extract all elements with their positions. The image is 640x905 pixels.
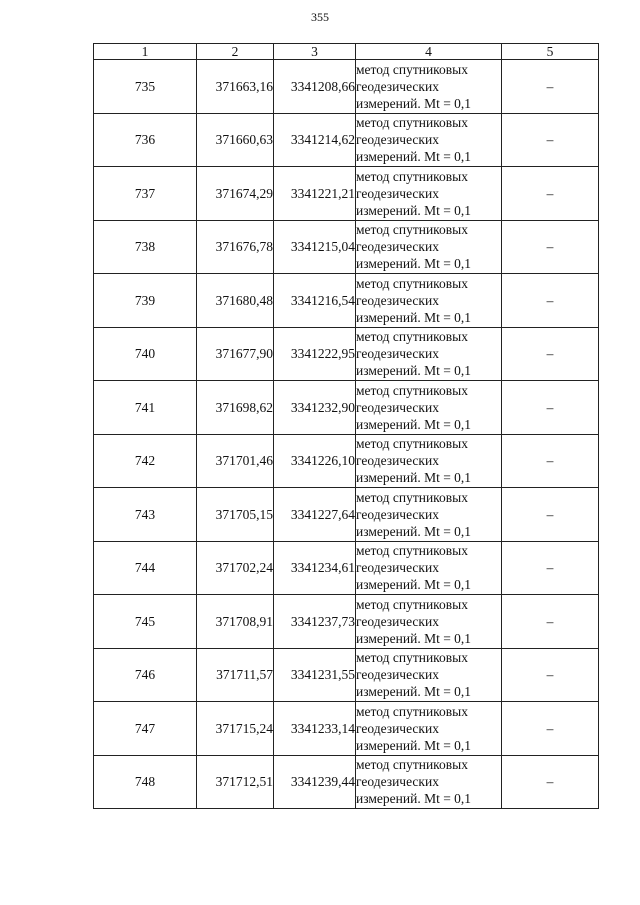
description-cell: – [502, 755, 599, 809]
column-header-5: 5 [502, 44, 599, 60]
description-cell: – [502, 434, 599, 488]
x-coordinate-cell: 371705,15 [197, 488, 274, 542]
method-line-2: геодезических [356, 132, 439, 148]
y-coordinate-cell: 3341232,90 [274, 381, 356, 435]
method-line-2: геодезических [356, 239, 439, 255]
y-coordinate-cell: 3341208,66 [274, 60, 356, 114]
description-cell: – [502, 648, 599, 702]
description-cell: – [502, 381, 599, 435]
method-line-3: измерений. Mt = 0,1 [356, 202, 472, 218]
x-coordinate-cell: 371680,48 [197, 274, 274, 328]
method-line-3: измерений. Mt = 0,1 [356, 470, 472, 486]
y-coordinate-cell: 3341214,62 [274, 113, 356, 167]
y-coordinate-cell: 3341237,73 [274, 595, 356, 649]
method-line-2: геодезических [356, 78, 439, 94]
x-coordinate-cell: 371702,24 [197, 541, 274, 595]
description-cell: – [502, 60, 599, 114]
column-header-3: 3 [274, 44, 356, 60]
table-header-row [94, 44, 599, 60]
table-row [94, 702, 599, 756]
x-coordinate-cell: 371712,51 [197, 755, 274, 809]
table-row [94, 434, 599, 488]
table-row [94, 755, 599, 809]
method-line-2: геодезических [356, 774, 439, 790]
point-number-cell: 744 [94, 541, 197, 595]
method-line-1: метод спутниковых [356, 650, 468, 666]
method-line-3: измерений. Mt = 0,1 [356, 684, 472, 700]
method-cell [356, 381, 502, 435]
method-cell [356, 60, 502, 114]
y-coordinate-cell: 3341216,54 [274, 274, 356, 328]
point-number-cell: 742 [94, 434, 197, 488]
method-line-1: метод спутниковых [356, 703, 468, 719]
page-number: 355 [311, 10, 329, 24]
y-coordinate-cell: 3341215,04 [274, 220, 356, 274]
method-cell [356, 434, 502, 488]
method-line-3: измерений. Mt = 0,1 [356, 523, 472, 539]
method-line-1: метод спутниковых [356, 436, 468, 452]
method-line-3: измерений. Mt = 0,1 [356, 791, 472, 807]
point-number-cell: 743 [94, 488, 197, 542]
method-line-1: метод спутниковых [356, 329, 468, 345]
method-line-3: измерений. Mt = 0,1 [356, 149, 472, 165]
point-number-cell: 736 [94, 113, 197, 167]
point-number-cell: 748 [94, 755, 197, 809]
y-coordinate-cell: 3341221,21 [274, 167, 356, 221]
method-cell [356, 595, 502, 649]
y-coordinate-cell: 3341222,95 [274, 327, 356, 381]
method-line-3: измерений. Mt = 0,1 [356, 95, 472, 111]
method-line-3: измерений. Mt = 0,1 [356, 309, 472, 325]
column-header-1: 1 [94, 44, 197, 60]
method-line-2: геодезических [356, 506, 439, 522]
point-number-cell: 746 [94, 648, 197, 702]
table-row [94, 381, 599, 435]
method-line-1: метод спутниковых [356, 596, 468, 612]
column-header-4: 4 [356, 44, 502, 60]
coordinates-table [93, 43, 599, 809]
method-cell [356, 648, 502, 702]
method-line-3: измерений. Mt = 0,1 [356, 737, 472, 753]
method-line-3: измерений. Mt = 0,1 [356, 416, 472, 432]
description-cell: – [502, 113, 599, 167]
point-number-cell: 741 [94, 381, 197, 435]
method-line-1: метод спутниковых [356, 61, 468, 77]
x-coordinate-cell: 371660,63 [197, 113, 274, 167]
x-coordinate-cell: 371663,16 [197, 60, 274, 114]
method-line-2: геодезических [356, 667, 439, 683]
table-body [94, 44, 599, 809]
description-cell: – [502, 488, 599, 542]
method-cell [356, 220, 502, 274]
y-coordinate-cell: 3341226,10 [274, 434, 356, 488]
y-coordinate-cell: 3341231,55 [274, 648, 356, 702]
method-line-2: геодезических [356, 346, 439, 362]
method-line-1: метод спутниковых [356, 168, 468, 184]
y-coordinate-cell: 3341227,64 [274, 488, 356, 542]
method-cell [356, 488, 502, 542]
method-line-2: геодезических [356, 720, 439, 736]
description-cell: – [502, 595, 599, 649]
method-line-3: измерений. Mt = 0,1 [356, 256, 472, 272]
method-line-1: метод спутниковых [356, 275, 468, 291]
table-row [94, 274, 599, 328]
point-number-cell: 747 [94, 702, 197, 756]
method-cell [356, 113, 502, 167]
method-cell [356, 541, 502, 595]
method-line-3: измерений. Mt = 0,1 [356, 630, 472, 646]
method-line-1: метод спутниковых [356, 115, 468, 131]
x-coordinate-cell: 371676,78 [197, 220, 274, 274]
point-number-cell: 738 [94, 220, 197, 274]
table-row [94, 167, 599, 221]
method-cell [356, 167, 502, 221]
column-header-2: 2 [197, 44, 274, 60]
method-line-2: геодезических [356, 399, 439, 415]
description-cell: – [502, 327, 599, 381]
x-coordinate-cell: 371698,62 [197, 381, 274, 435]
method-line-2: геодезических [356, 613, 439, 629]
x-coordinate-cell: 371701,46 [197, 434, 274, 488]
method-line-3: измерений. Mt = 0,1 [356, 363, 472, 379]
method-line-1: метод спутниковых [356, 489, 468, 505]
table-row [94, 488, 599, 542]
table-row [94, 113, 599, 167]
point-number-cell: 740 [94, 327, 197, 381]
y-coordinate-cell: 3341233,14 [274, 702, 356, 756]
method-line-1: метод спутниковых [356, 543, 468, 559]
x-coordinate-cell: 371711,57 [197, 648, 274, 702]
method-line-1: метод спутниковых [356, 222, 468, 238]
x-coordinate-cell: 371715,24 [197, 702, 274, 756]
table-row [94, 220, 599, 274]
x-coordinate-cell: 371674,29 [197, 167, 274, 221]
method-cell [356, 702, 502, 756]
method-line-1: метод спутниковых [356, 382, 468, 398]
point-number-cell: 739 [94, 274, 197, 328]
method-line-1: метод спутниковых [356, 757, 468, 773]
table-row [94, 541, 599, 595]
point-number-cell: 735 [94, 60, 197, 114]
description-cell: – [502, 220, 599, 274]
method-cell [356, 274, 502, 328]
method-cell [356, 755, 502, 809]
point-number-cell: 745 [94, 595, 197, 649]
table-row [94, 648, 599, 702]
method-line-2: геодезических [356, 185, 439, 201]
y-coordinate-cell: 3341234,61 [274, 541, 356, 595]
method-line-2: геодезических [356, 560, 439, 576]
method-line-2: геодезических [356, 453, 439, 469]
x-coordinate-cell: 371708,91 [197, 595, 274, 649]
description-cell: – [502, 167, 599, 221]
table-row [94, 60, 599, 114]
method-line-2: геодезических [356, 292, 439, 308]
x-coordinate-cell: 371677,90 [197, 327, 274, 381]
point-number-cell: 737 [94, 167, 197, 221]
y-coordinate-cell: 3341239,44 [274, 755, 356, 809]
method-cell [356, 327, 502, 381]
table-row [94, 327, 599, 381]
description-cell: – [502, 274, 599, 328]
description-cell: – [502, 541, 599, 595]
description-cell: – [502, 702, 599, 756]
method-line-3: измерений. Mt = 0,1 [356, 577, 472, 593]
table-row [94, 595, 599, 649]
